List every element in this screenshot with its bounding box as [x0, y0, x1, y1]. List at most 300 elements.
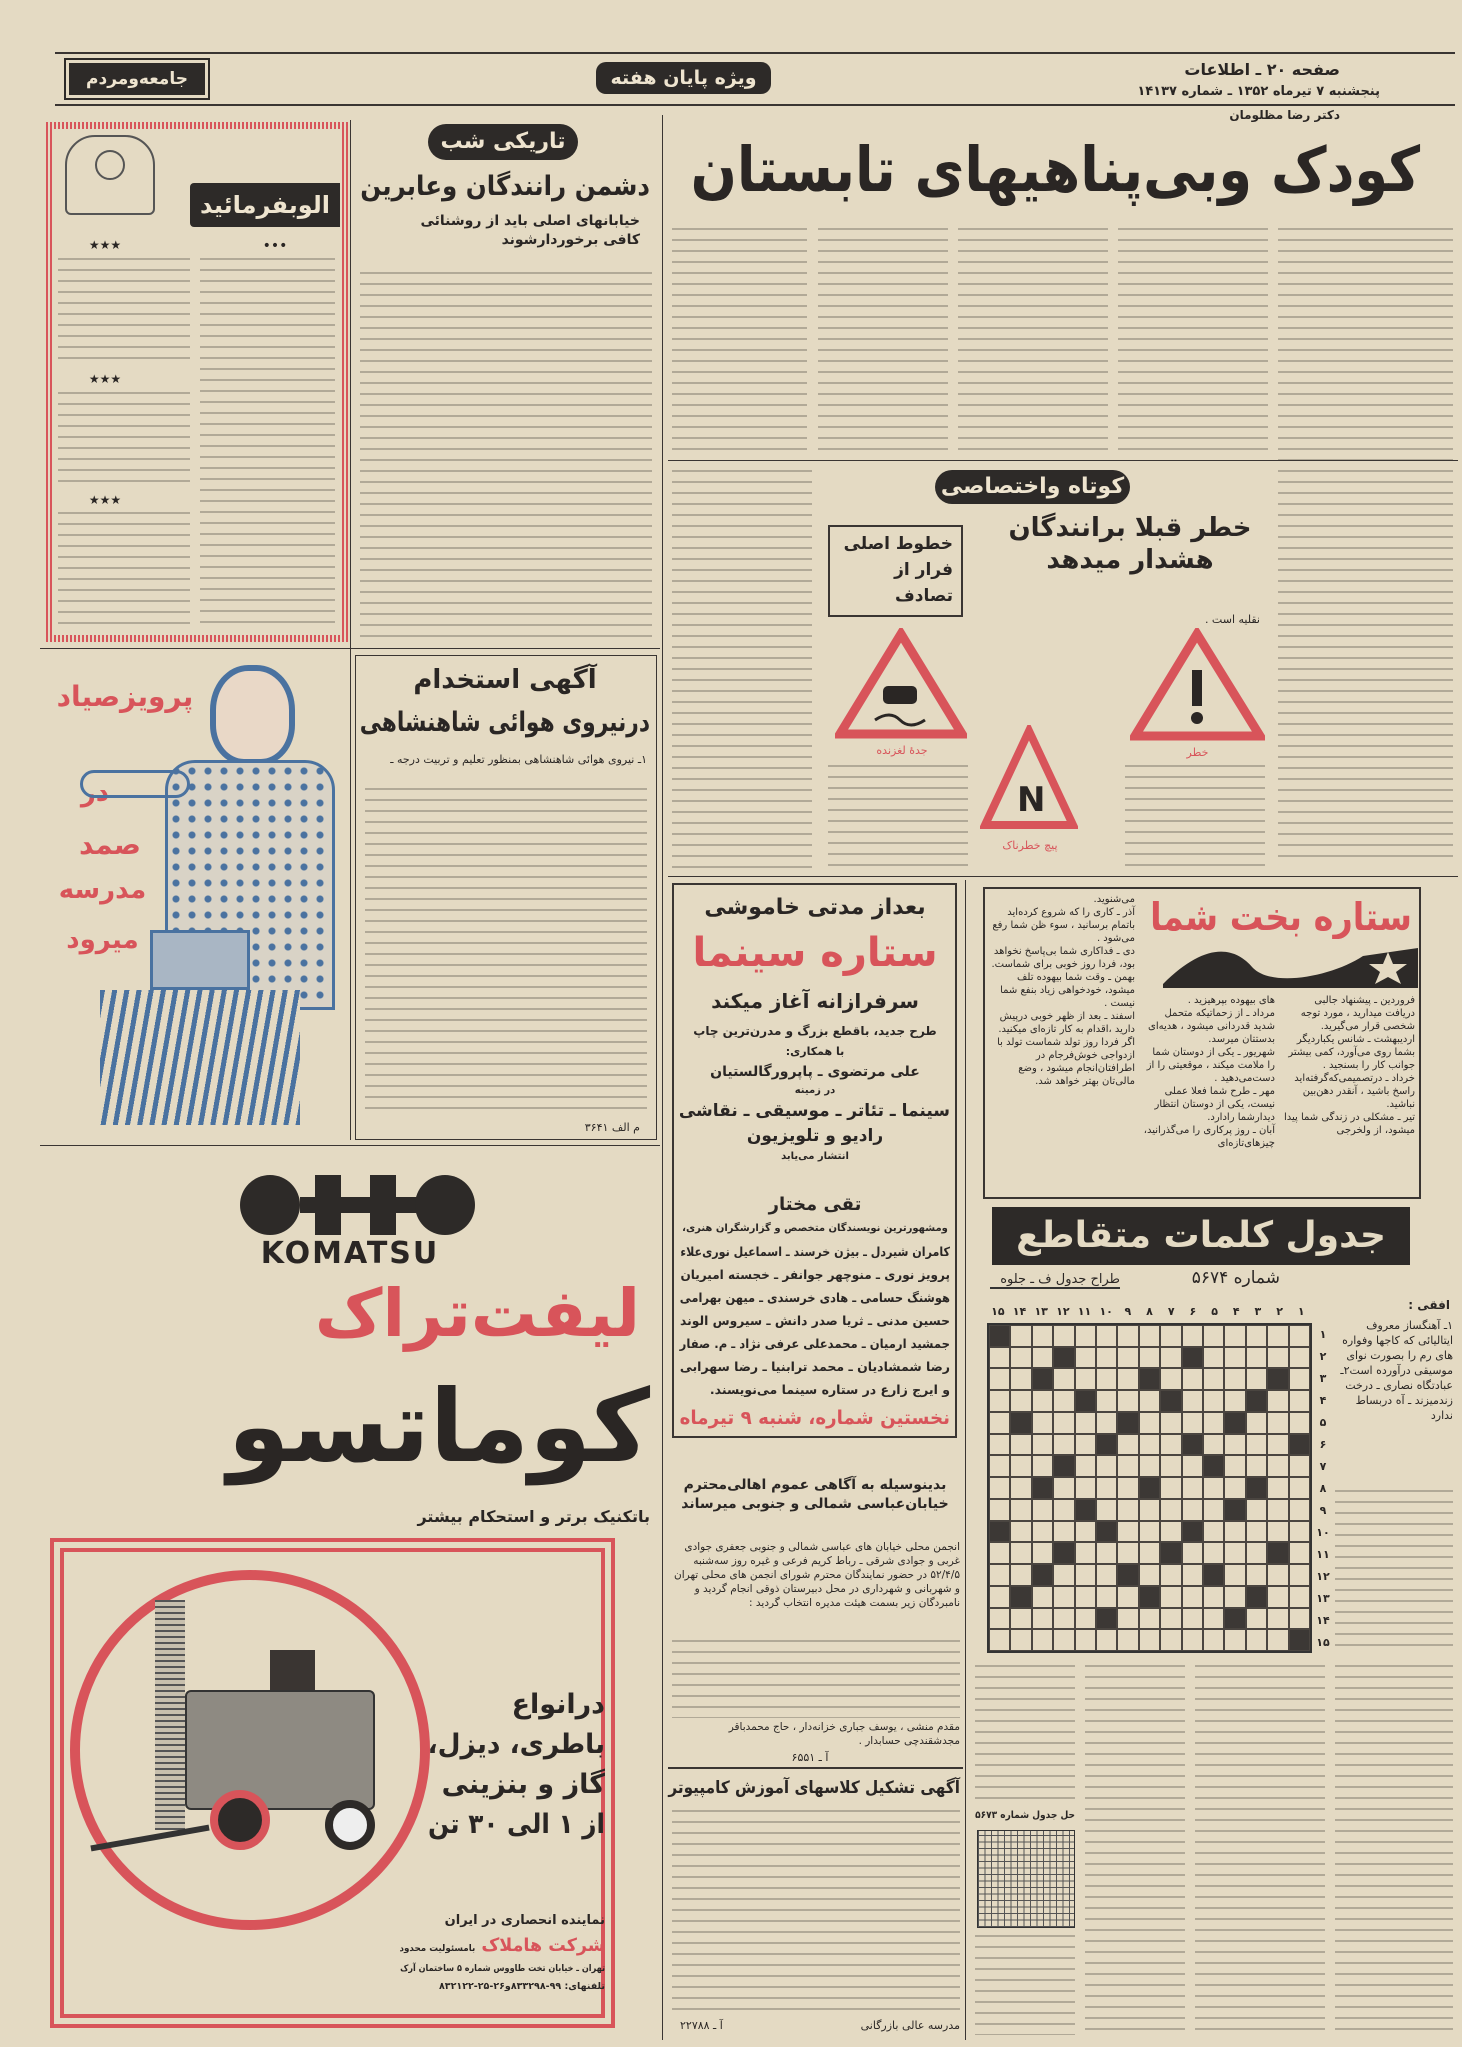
horoscope-entry: فروردین ـ پیشنهاد جالبی دریافت میدارید ، مورد توجه شخصی قرار می‌گیرید.: [1300, 995, 1415, 1032]
man-face-illustration: [210, 665, 295, 765]
short-body: [1125, 765, 1265, 870]
crossword-cell[interactable]: [1203, 1608, 1224, 1630]
crossword-cell[interactable]: [1075, 1434, 1096, 1456]
crossword-cell[interactable]: [1010, 1521, 1031, 1543]
crossword-cell[interactable]: [1117, 1368, 1138, 1390]
crossword-cell[interactable]: [1182, 1455, 1203, 1477]
crossword-cell[interactable]: [1160, 1564, 1181, 1586]
crossword-cell[interactable]: [989, 1542, 1010, 1564]
crossword-cell[interactable]: [1203, 1499, 1224, 1521]
crossword-cell[interactable]: [1139, 1412, 1160, 1434]
crossword-cell[interactable]: [1267, 1608, 1288, 1630]
crossword-cell[interactable]: [1139, 1521, 1160, 1543]
crossword-cell[interactable]: [1203, 1629, 1224, 1651]
crossword-cell[interactable]: [1267, 1564, 1288, 1586]
crossword-cell[interactable]: [1246, 1608, 1267, 1630]
separator: ★★★: [88, 493, 122, 507]
page-label: صفحه ۲۰ ـ اطلاعات: [1184, 60, 1340, 79]
crossword-cell[interactable]: [1117, 1347, 1138, 1369]
crossword-black-cell: [1032, 1477, 1053, 1499]
employment-body: [365, 788, 647, 1116]
crossword-cell[interactable]: [989, 1564, 1010, 1586]
crossword-cell[interactable]: [1117, 1390, 1138, 1412]
writer-line: جمشید ارمیان ـ محمدعلی عرفی نژاد ـ م. صفار: [679, 1336, 950, 1351]
crossword-cell[interactable]: [1139, 1499, 1160, 1521]
ad-line: صمد: [78, 828, 141, 861]
crossword-cell[interactable]: [1139, 1564, 1160, 1586]
crossword-cell[interactable]: [1096, 1629, 1117, 1651]
crossword-black-cell: [1267, 1542, 1288, 1564]
crossword-cell[interactable]: [1053, 1434, 1074, 1456]
crossword-cell[interactable]: [1246, 1325, 1267, 1347]
crossword-cell[interactable]: [1032, 1608, 1053, 1630]
crossword-black-cell: [1010, 1412, 1031, 1434]
crossword-cell[interactable]: [1010, 1434, 1031, 1456]
crossword-cell[interactable]: [1053, 1477, 1074, 1499]
crossword-cell[interactable]: [1224, 1629, 1245, 1651]
crossword-cell[interactable]: [1246, 1499, 1267, 1521]
column-label: ۱۱: [1077, 1305, 1092, 1318]
row-label: ۱: [1319, 1327, 1327, 1341]
crossword-cell[interactable]: [989, 1434, 1010, 1456]
crossword-cell[interactable]: [1224, 1477, 1245, 1499]
crossword-cell[interactable]: [1117, 1477, 1138, 1499]
crossword-cell[interactable]: [1053, 1608, 1074, 1630]
sign-label: جدۀ لغزنده: [876, 744, 928, 757]
crossword-cell[interactable]: [1010, 1390, 1031, 1412]
crossword-cell[interactable]: [1203, 1521, 1224, 1543]
crossword-cell[interactable]: [1224, 1564, 1245, 1586]
sign-label: پیچ خطرناک: [1002, 839, 1058, 852]
crossword-cell[interactable]: [1053, 1390, 1074, 1412]
crossword-cell[interactable]: [1075, 1455, 1096, 1477]
crossword-cell[interactable]: [1160, 1499, 1181, 1521]
row-label: ۱۲: [1316, 1569, 1330, 1583]
crossword-cell[interactable]: [1096, 1564, 1117, 1586]
main-headline: کودک وبی‌پناهیهای تابستان: [690, 133, 1420, 206]
crossword-clues: [1335, 1665, 1453, 2035]
crossword-cell[interactable]: [1010, 1455, 1031, 1477]
crossword-cell[interactable]: [1203, 1390, 1224, 1412]
crossword-cell[interactable]: [1246, 1542, 1267, 1564]
crossword-cell[interactable]: [1267, 1434, 1288, 1456]
crossword-black-cell: [1096, 1521, 1117, 1543]
crossword-cell[interactable]: [1246, 1412, 1267, 1434]
pointing-hand-illustration: [80, 770, 190, 798]
crossword-cell[interactable]: [1160, 1347, 1181, 1369]
crossword-cell[interactable]: [1224, 1347, 1245, 1369]
cinema-line: رادیو و تلویزیون: [746, 1126, 884, 1146]
crossword-cell[interactable]: [1117, 1325, 1138, 1347]
crossword-cell[interactable]: [1182, 1564, 1203, 1586]
crossword-row-labels: [1314, 1323, 1332, 1653]
section-divider: [40, 1145, 660, 1146]
forklift-seat: [270, 1650, 315, 1690]
crossword-cell[interactable]: [1289, 1586, 1310, 1608]
night-pill: تاریکی شب: [428, 124, 578, 160]
crossword-cell[interactable]: [1053, 1412, 1074, 1434]
crossword-cell[interactable]: [1160, 1521, 1181, 1543]
crossword-cell[interactable]: [989, 1455, 1010, 1477]
crossword-cell[interactable]: [1010, 1542, 1031, 1564]
crossword-cell[interactable]: [1010, 1477, 1031, 1499]
crossword-cell[interactable]: [1010, 1629, 1031, 1651]
crossword-black-cell: [1289, 1629, 1310, 1651]
crossword-black-cell: [1096, 1434, 1117, 1456]
crossword-clues: [975, 1935, 1075, 2035]
crossword-cell[interactable]: [1224, 1368, 1245, 1390]
crossword-black-cell: [1224, 1608, 1245, 1630]
crossword-cell[interactable]: [1267, 1499, 1288, 1521]
crossword-cell[interactable]: [1246, 1629, 1267, 1651]
crossword-cell[interactable]: [1160, 1434, 1181, 1456]
crossword-cell[interactable]: [1010, 1608, 1031, 1630]
crossword-cell[interactable]: [1075, 1325, 1096, 1347]
crossword-cell[interactable]: [1203, 1325, 1224, 1347]
crossword-cell[interactable]: [1289, 1347, 1310, 1369]
horoscope-entry: اسفند ـ بعد از ظهر خوبی درپیش دارید ،اقدام به کار تازه‌ای میکنید.: [998, 1011, 1135, 1035]
crossword-cell[interactable]: [1246, 1521, 1267, 1543]
crossword-cell[interactable]: [1096, 1347, 1117, 1369]
crossword-cell[interactable]: [1032, 1499, 1053, 1521]
crossword-black-cell: [1139, 1368, 1160, 1390]
column-divider: [350, 120, 351, 1140]
night-headline: دشمن رانندگان وعابرین: [360, 171, 650, 202]
crossword-cell[interactable]: [1160, 1477, 1181, 1499]
crossword-cell[interactable]: [1053, 1368, 1074, 1390]
crossword-cell[interactable]: [989, 1629, 1010, 1651]
crossword-cell[interactable]: [1224, 1434, 1245, 1456]
crossword-cell[interactable]: [1182, 1477, 1203, 1499]
column-label: ۷: [1167, 1305, 1175, 1318]
crossword-cell[interactable]: [1224, 1521, 1245, 1543]
notice-lead: انجمن محلی خیابان های عباسی شمالی و جنوبی جعفری جوادی غربی و جوادی شرقی ـ رباط کریم فرعی و غیره روز سه‌شنبه ۵۲/۴/۵ در حضور نمایندگان محترم شورای انجمن های محلی تهران و شهربانی و شهرداری در محل دبیرستان ذوقی انجام گردید و نامبردگان زیر بسمت هیئت مدیره انتخاب گردید :: [674, 1541, 960, 1609]
crossword-cell[interactable]: [1267, 1629, 1288, 1651]
crossword-cell[interactable]: [1075, 1586, 1096, 1608]
crossword-cell[interactable]: [1032, 1412, 1053, 1434]
crossword-cell[interactable]: [1075, 1564, 1096, 1586]
column-label: ۵: [1211, 1305, 1218, 1318]
types-line: درانواع: [511, 1689, 605, 1720]
komatsu-rep: نماینده انحصاری در ایران: [444, 1913, 605, 1928]
crossword-black-cell: [1117, 1412, 1138, 1434]
crossword-cell[interactable]: [1053, 1499, 1074, 1521]
alo-column: [58, 512, 190, 630]
crossword-cell[interactable]: [1117, 1434, 1138, 1456]
short-boxed-headline: خطوط اصلی فرار از تصادف: [828, 525, 963, 617]
crossword-cell[interactable]: [1117, 1542, 1138, 1564]
crossword-cell[interactable]: [1160, 1629, 1181, 1651]
crossword-cell[interactable]: [1289, 1542, 1310, 1564]
horoscope-entry: دی ـ فداکاری شما بی‌پاسخ نخواهد بود، فردا روز خوبی برای شماست.: [991, 946, 1135, 970]
horoscope-col-2: [1143, 994, 1275, 1150]
crossword-cell[interactable]: [1267, 1521, 1288, 1543]
crossword-cell[interactable]: [1075, 1629, 1096, 1651]
crossword-cell[interactable]: [1117, 1608, 1138, 1630]
separator: ★★★: [88, 238, 122, 252]
crossword-cell[interactable]: [989, 1477, 1010, 1499]
crossword-cell[interactable]: [1117, 1521, 1138, 1543]
writer-line: حسین مدنی ـ ثریا صدر دانش ـ سیروس الوند: [680, 1313, 950, 1328]
crossword-cell[interactable]: [1032, 1434, 1053, 1456]
row-label: ۹: [1319, 1503, 1327, 1517]
date-line: پنجشنبه ۷ تیرماه ۱۳۵۲ ـ شماره ۱۴۱۳۷: [1137, 84, 1380, 99]
crossword-cell[interactable]: [1182, 1608, 1203, 1630]
crossword-cell[interactable]: [1289, 1390, 1310, 1412]
striped-trousers-illustration: [100, 990, 300, 1125]
row-label: ۴: [1319, 1393, 1327, 1407]
column-label: ۱۰: [1099, 1305, 1113, 1318]
crossword-cell[interactable]: [1139, 1347, 1160, 1369]
crossword-cell[interactable]: [1139, 1542, 1160, 1564]
crossword-cell[interactable]: [1032, 1586, 1053, 1608]
short-pill: کوتاه واختصاصی: [935, 470, 1130, 504]
crossword-cell[interactable]: [1182, 1586, 1203, 1608]
crossword-cell[interactable]: [1224, 1390, 1245, 1412]
crossword-cell[interactable]: [1224, 1586, 1245, 1608]
crossword-cell[interactable]: [1246, 1455, 1267, 1477]
crossword-cell[interactable]: [1224, 1455, 1245, 1477]
crossword-cell[interactable]: [1096, 1368, 1117, 1390]
crossword-cell[interactable]: [1182, 1325, 1203, 1347]
computer-body: [672, 1810, 960, 2013]
crossword-cell[interactable]: [989, 1608, 1010, 1630]
crossword-cell[interactable]: [1053, 1586, 1074, 1608]
notice-body: [672, 1640, 960, 1718]
crossword-cell[interactable]: [1096, 1390, 1117, 1412]
section-divider: [668, 876, 1458, 877]
crossword-black-cell: [1117, 1564, 1138, 1586]
crossword-cell[interactable]: [1010, 1564, 1031, 1586]
column-label: ۱۲: [1056, 1305, 1070, 1318]
crossword-cell[interactable]: [1182, 1390, 1203, 1412]
horoscope-entry: های بیهوده بپرهیزید .: [1187, 995, 1275, 1006]
column-label: ۹: [1124, 1305, 1132, 1318]
crossword-cell[interactable]: [1224, 1325, 1245, 1347]
crossword-cell[interactable]: [1289, 1455, 1310, 1477]
crossword-cell[interactable]: [989, 1412, 1010, 1434]
crossword-cell[interactable]: [1203, 1368, 1224, 1390]
writer-line: رضا شمشادیان ـ محمد ترابنیا ـ رضا سهرابی: [679, 1359, 950, 1374]
crossword-cell[interactable]: [1075, 1608, 1096, 1630]
section-pill: ویژه پایان هفته: [596, 62, 771, 94]
row-label: ۱۰: [1316, 1525, 1330, 1539]
cinema-first-issue: نخستین شماره، شنبه ۹ تیرماه: [679, 1407, 950, 1429]
crossword-cell[interactable]: [1010, 1368, 1031, 1390]
crossword-cell[interactable]: [1096, 1325, 1117, 1347]
crossword-cell[interactable]: [989, 1368, 1010, 1390]
crossword-cell[interactable]: [1267, 1390, 1288, 1412]
types-line: گاز و بنزینی: [441, 1769, 605, 1800]
crossword-cell[interactable]: [1096, 1499, 1117, 1521]
komatsu-logo-mark: [240, 1175, 530, 1235]
crossword-cell[interactable]: [1267, 1412, 1288, 1434]
crossword-cell[interactable]: [1160, 1412, 1181, 1434]
crossword-cell[interactable]: [989, 1499, 1010, 1521]
forklift-body: [185, 1690, 375, 1810]
crossword-cell[interactable]: [1117, 1455, 1138, 1477]
crossword-cell[interactable]: [1117, 1586, 1138, 1608]
crossword-cell[interactable]: [1246, 1434, 1267, 1456]
crossword-cell[interactable]: [1096, 1542, 1117, 1564]
sayyad-ad: [45, 660, 345, 1130]
crossword-cell[interactable]: [1267, 1325, 1288, 1347]
crossword-cell[interactable]: [989, 1390, 1010, 1412]
crossword-cell[interactable]: [1032, 1521, 1053, 1543]
crossword-cell[interactable]: [1203, 1542, 1224, 1564]
crossword-cell[interactable]: [1053, 1325, 1074, 1347]
crossword-cell[interactable]: [1075, 1521, 1096, 1543]
crossword-cell[interactable]: [1139, 1434, 1160, 1456]
column-label: ۱: [1297, 1305, 1305, 1318]
horoscope-entry: بهمن ـ وقت شما بیهوده تلف میشود، خودخواهی زیاد بنفع شما نیست .: [1000, 972, 1135, 1009]
crossword-cell[interactable]: [1053, 1564, 1074, 1586]
cinema-line: علی مرتضوی ـ پاپرورگالستیان: [710, 1064, 920, 1080]
separator: •••: [262, 238, 288, 254]
crossword-cell[interactable]: [1117, 1499, 1138, 1521]
horoscope-col-3: [990, 893, 1135, 1088]
crossword-grid[interactable]: [987, 1323, 1312, 1653]
crossword-cell[interactable]: [1203, 1477, 1224, 1499]
crossword-cell[interactable]: [1246, 1368, 1267, 1390]
row-label: ۸: [1319, 1481, 1327, 1495]
crossword-cell[interactable]: [1224, 1542, 1245, 1564]
crossword-cell[interactable]: [989, 1586, 1010, 1608]
crossword-cell[interactable]: [1203, 1586, 1224, 1608]
crossword-cell[interactable]: [1289, 1499, 1310, 1521]
notice-title: بدینوسیله به آگاهی عموم اهالی‌محترم خیابان‌عباسی شمالی و جنوبی میرساند: [681, 1477, 949, 1512]
horoscope-col-1: [1283, 994, 1415, 1137]
crossword-cell[interactable]: [1075, 1542, 1096, 1564]
types-line: باطری، دیزل،: [427, 1729, 605, 1760]
crossword-cell[interactable]: [1010, 1499, 1031, 1521]
crossword-cell[interactable]: [1182, 1629, 1203, 1651]
row-label: ۵: [1319, 1415, 1327, 1429]
crossword-black-cell: [1160, 1542, 1181, 1564]
crossword-cell[interactable]: [1289, 1477, 1310, 1499]
crossword-cell[interactable]: [1203, 1412, 1224, 1434]
crossword-cell[interactable]: [1139, 1629, 1160, 1651]
crossword-cell[interactable]: [1160, 1325, 1181, 1347]
crossword-black-cell: [1075, 1499, 1096, 1521]
crossword-cell[interactable]: [1010, 1347, 1031, 1369]
crossword-cell[interactable]: [1160, 1368, 1181, 1390]
crossword-cell[interactable]: [1032, 1542, 1053, 1564]
crossword-cell[interactable]: [1160, 1586, 1181, 1608]
crossword-cell[interactable]: [1139, 1325, 1160, 1347]
crossword-clues: [1085, 1665, 1185, 2035]
row-label: ۳: [1319, 1371, 1327, 1385]
komatsu-product: لیفت‌تراک: [314, 1275, 640, 1352]
employment-title: آگهی استخدام: [413, 665, 597, 695]
crossword-cell[interactable]: [1267, 1586, 1288, 1608]
row-label: ۷: [1319, 1459, 1327, 1473]
sign-label: خطر: [1186, 746, 1209, 759]
row-label: ۱۳: [1316, 1591, 1330, 1605]
crossword-cell[interactable]: [989, 1347, 1010, 1369]
crossword-cell[interactable]: [1117, 1629, 1138, 1651]
crossword-designer: طراح جدول ف ـ جلوه: [990, 1272, 1120, 1289]
alo-column: [58, 258, 190, 368]
crossword-cell[interactable]: [1032, 1390, 1053, 1412]
crossword-cell[interactable]: [1289, 1412, 1310, 1434]
crossword-cell[interactable]: [1075, 1477, 1096, 1499]
column-label: ۱۴: [1012, 1305, 1027, 1318]
types-line: از ۱ الی ۳۰ تن: [428, 1809, 605, 1840]
crossword-cell[interactable]: [1160, 1608, 1181, 1630]
crossword-cell[interactable]: [1032, 1347, 1053, 1369]
crossword-cell[interactable]: [1289, 1368, 1310, 1390]
writer-line: و ایرج زارع در ستاره سینما می‌نویسند.: [709, 1382, 950, 1397]
crossword-cell[interactable]: [1075, 1412, 1096, 1434]
crossword-cell[interactable]: [1075, 1368, 1096, 1390]
crossword-cell[interactable]: [1096, 1477, 1117, 1499]
crossword-black-cell: [1267, 1368, 1288, 1390]
crossword-cell[interactable]: [1139, 1608, 1160, 1630]
crossword-cell[interactable]: [1182, 1499, 1203, 1521]
alo-title: الوبفرمائید: [190, 183, 340, 227]
crossword-black-cell: [1182, 1347, 1203, 1369]
crossword-black-cell: [1246, 1390, 1267, 1412]
crossword-title: جدول کلمات متقاطع: [992, 1207, 1410, 1265]
crossword-cell[interactable]: [1182, 1368, 1203, 1390]
horoscope-entry: اردیبهشت ـ شانس یکباردیگر بشما روی می‌آورد، کمی بیشتر جوانب کار را بسنجید .: [1288, 1034, 1415, 1071]
crossword-cell[interactable]: [1203, 1347, 1224, 1369]
crossword-cell[interactable]: [1267, 1477, 1288, 1499]
crossword-cell[interactable]: [1267, 1455, 1288, 1477]
crossword-cell[interactable]: [1267, 1347, 1288, 1369]
crossword-cell[interactable]: [1289, 1325, 1310, 1347]
solution-grid: [977, 1830, 1075, 1928]
crossword-cell[interactable]: [1289, 1521, 1310, 1543]
cinema-writers: [680, 1240, 950, 1401]
crossword-cell[interactable]: [1032, 1455, 1053, 1477]
warning-sign-exclamation-icon: [1130, 628, 1265, 743]
crossword-cell[interactable]: [1139, 1455, 1160, 1477]
crossword-black-cell: [1075, 1390, 1096, 1412]
short-lead: نقلیه است .: [1204, 613, 1260, 626]
crossword-cell[interactable]: [1203, 1434, 1224, 1456]
crossword-cell[interactable]: [1246, 1564, 1267, 1586]
horoscope-entry: آبان ـ روز پرکاری را می‌گذرانید، چیزهای‌تازه‌ای: [1143, 1125, 1275, 1149]
crossword-cell[interactable]: [1053, 1629, 1074, 1651]
notice-code: آ ـ ۶۵۵۱: [791, 1751, 829, 1764]
crossword-cell[interactable]: [1096, 1455, 1117, 1477]
crossword-cell[interactable]: [1075, 1347, 1096, 1369]
crossword-cell[interactable]: [1160, 1455, 1181, 1477]
crossword-black-cell: [1224, 1412, 1245, 1434]
crossword-cell[interactable]: [1032, 1629, 1053, 1651]
crossword-cell[interactable]: [1053, 1521, 1074, 1543]
crossword-cell[interactable]: [1182, 1412, 1203, 1434]
employment-subtitle: درنیروی هوائی شاهنشاهی: [359, 707, 650, 738]
briefcase-illustration: [150, 930, 250, 990]
row-label: ۱۵: [1316, 1635, 1330, 1649]
crossword-column-labels: [987, 1305, 1312, 1321]
crossword-cell[interactable]: [1096, 1586, 1117, 1608]
computer-code: آ ـ ۲۲۷۸۸: [680, 2019, 723, 2032]
article-column: [958, 228, 1108, 457]
crossword-cell[interactable]: [1139, 1390, 1160, 1412]
crossword-cell[interactable]: [1182, 1542, 1203, 1564]
crossword-cell[interactable]: [1289, 1608, 1310, 1630]
crossword-cell[interactable]: [1246, 1347, 1267, 1369]
crossword-black-cell: [1010, 1586, 1031, 1608]
crossword-cell[interactable]: [1010, 1325, 1031, 1347]
crossword-cell[interactable]: [1289, 1564, 1310, 1586]
crossword-cell[interactable]: [1032, 1325, 1053, 1347]
crossword-cell[interactable]: [1096, 1412, 1117, 1434]
